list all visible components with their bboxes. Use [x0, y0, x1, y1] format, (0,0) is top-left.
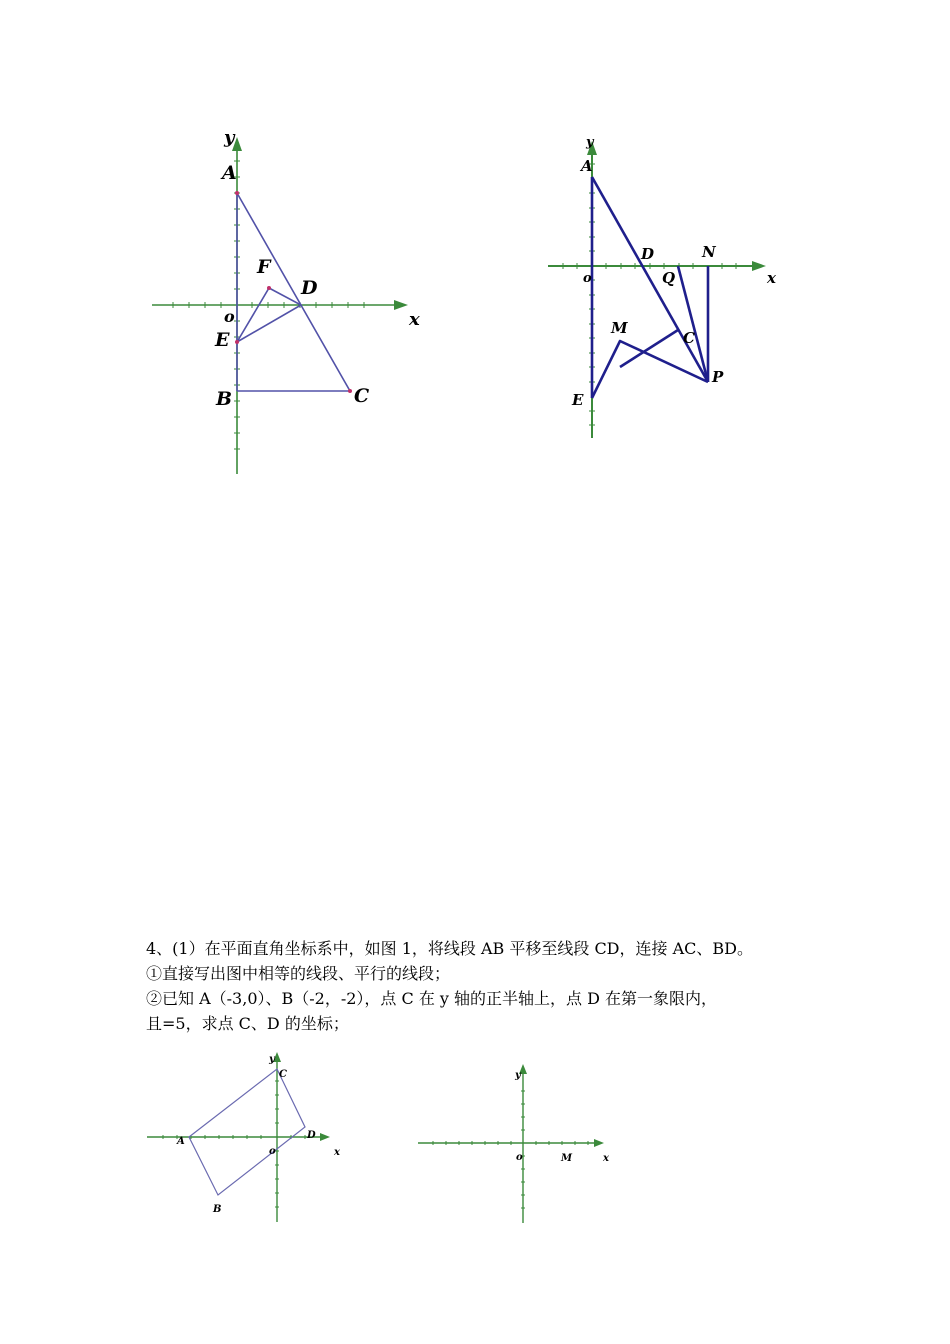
- point-label-c: C: [354, 385, 370, 407]
- point-label-n: N: [702, 243, 716, 261]
- point-label-e: E: [215, 329, 230, 351]
- origin-label: o: [224, 307, 235, 326]
- point-label-q: Q: [662, 269, 676, 287]
- x-axis-arrow-icon: [594, 1139, 604, 1147]
- point-label-a: A: [177, 1136, 185, 1147]
- point-label-p: P: [712, 368, 724, 386]
- point-label-d: D: [641, 245, 655, 263]
- point-label-d: D: [301, 277, 318, 299]
- problem-line-3: ②已知 A（-3,0）、B（-2，-2），点 C 在 y 轴的正半轴上，点 D 在第一象限内，: [146, 989, 718, 1008]
- origin-label: o: [583, 271, 592, 286]
- y-axis-label: y: [586, 135, 594, 150]
- x-axis-label: x: [603, 1153, 609, 1164]
- point-label-a: A: [581, 157, 593, 175]
- point-label-d: D: [307, 1130, 316, 1141]
- point-label-c: C: [683, 329, 695, 347]
- point-label-c: C: [279, 1069, 287, 1080]
- point-label-b: B: [216, 388, 233, 410]
- problem-line-1: 4、(1）在平面直角坐标系中，如图 1，将线段 AB 平移至线段 CD，连接 AC、BD。: [146, 939, 753, 958]
- point-label-a: A: [222, 162, 237, 184]
- x-axis-label: x: [409, 309, 420, 330]
- y-axis-label: y: [269, 1054, 275, 1065]
- problem-line-4: 且=5，求点 C、D 的坐标；: [146, 1014, 349, 1033]
- figure-4-axes: [418, 1064, 604, 1223]
- point-label-f: F: [257, 256, 271, 278]
- point-label-b: B: [213, 1204, 222, 1215]
- point-label-e: E: [572, 391, 584, 409]
- x-axis-label: x: [767, 269, 776, 287]
- point-label-m: M: [561, 1153, 573, 1164]
- point-label-m: M: [611, 319, 628, 337]
- origin-label: o: [269, 1146, 276, 1157]
- y-axis-label: y: [515, 1070, 521, 1081]
- y-axis-label: y: [224, 127, 235, 148]
- problem-line-2: ①直接写出图中相等的线段、平行的线段；: [146, 964, 451, 983]
- origin-label: o: [516, 1152, 523, 1163]
- x-axis-label: x: [334, 1147, 340, 1158]
